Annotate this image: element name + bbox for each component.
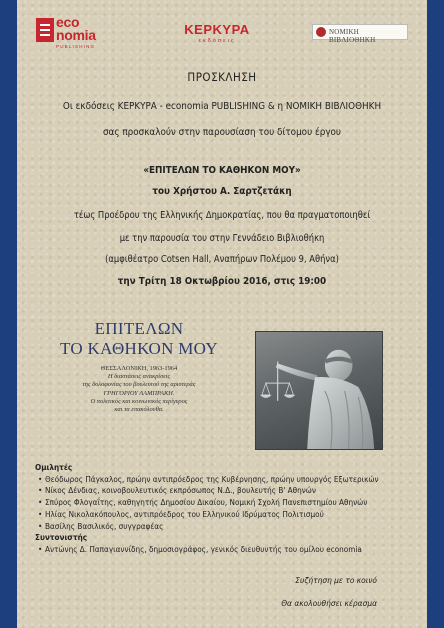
nomiki-name: ΝΟΜΙΚΗ ΒΙΒΛΙΟΘΗΚΗ [329, 28, 376, 44]
speakers-section [35, 462, 425, 556]
economia-publishing: PUBLISHING [56, 44, 96, 49]
economia-wordmark: eco nomia [56, 14, 96, 43]
economia-logo [36, 14, 106, 52]
invitation-line-4: με την παρουσία του στην Γεννάδειο Βιβλιοθήκη [119, 233, 325, 244]
list-item: • Αντώνης Δ. Παπαγιαννίδης, δημοσιογράφος, γενικός διευθυντής του ομίλου economia [35, 544, 425, 556]
justice-statue-image [255, 331, 383, 450]
kerkyra-logo [180, 22, 254, 44]
cover-subtitle: ΘΕΣΣΑΛΟΝΙΚΗ, 1963-1964 Η διαστάσεις ανακρίσεις της δολοφονίας του βουλευτού της αριστεράς ΓΡΗΓΟΡΙΟΥ ΛΑΜΠΡΑΚΗ. Ο πολιτικός και κοινωνικός περίγυρος και τα επακόλουθα. [82, 365, 196, 414]
list-item: • Ηλίας Νικολακόπουλος, αντιπρόεδρος του Ελληνικού Ιδρύματος Πολιτισμού [35, 509, 425, 521]
list-item: • Νίκος Δένδιας, κοινοβουλευτικός εκπρόσωπος Ν.Δ., βουλευτής Β' Αθηνών [35, 485, 425, 497]
invitation-title: ΠΡΟΣΚΛΗΣΗ [187, 70, 257, 84]
nomiki-logo [312, 24, 408, 44]
event-date: την Τρίτη 18 Οκτωβρίου 2016, στις 19:00 [117, 276, 327, 287]
list-item: • Θεόδωρος Πάγκαλος, πρώην αντιπρόεδρος της Κυβέρνησης, πρώην υπουργός Εξωτερικών [35, 474, 425, 486]
author: του Χρήστου Α. Σαρτζετάκη [152, 186, 292, 197]
closing-line-2: Θα ακολουθήσει κέρασμα [281, 598, 377, 608]
venue: (αμφιθέατρο Cotsen Hall, Αναπήρων Πολέμου 9, Αθήνα) [105, 254, 339, 265]
invitation-line-2: σας προσκαλούν στην παρουσίαση του δίτομου έργου [102, 127, 342, 138]
closing-line-1: Συζήτηση με το κοινό [295, 575, 377, 585]
kerkyra-name: ΚΕΡΚΥΡΑ [184, 22, 250, 37]
invitation-page [17, 0, 427, 628]
cover-title: ΕΠΙΤΕΛΩΝ ΤΟ ΚΑΘΗΚΟΝ ΜΟΥ [60, 319, 218, 358]
list-item: • Σπύρος Φλογαΐτης, καθηγητής Δημοσίου Δικαίου, Νομική Σχολή Πανεπιστημίου Αθηνών [35, 497, 425, 509]
book-title: «ΕΠΙΤΕΛΩΝ ΤΟ ΚΑΘΗΚΟΝ ΜΟΥ» [143, 165, 301, 176]
coordinator-heading: Συντονιστής [35, 532, 88, 543]
kerkyra-sub: εκδόσεις [198, 38, 236, 44]
invitation-line-3: τέως Προέδρου της Ελληνικής Δημοκρατίας, που θα πραγματοποιηθεί [73, 210, 371, 221]
list-item: • Βασίλης Βασιλικός, συγγραφέας [35, 521, 425, 533]
speakers-heading: Ομιλητές [35, 462, 73, 472]
economia-mark-icon [36, 18, 54, 42]
invitation-line-1: Οι εκδόσεις ΚΕΡΚΥΡΑ - economia PUBLISHING & η ΝΟΜΙΚΗ ΒΙΒΛΙΟΘΗΚΗ [62, 101, 382, 112]
seal-icon [316, 27, 326, 37]
